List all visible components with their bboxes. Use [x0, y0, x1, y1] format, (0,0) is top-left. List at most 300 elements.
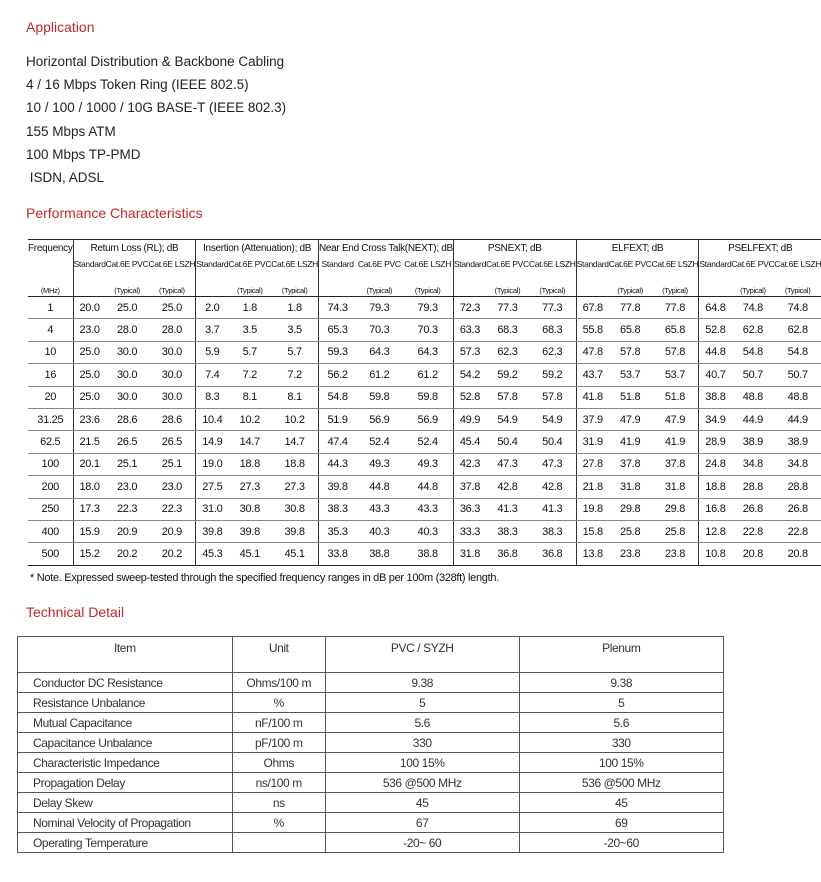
group-header: PSELFEXT; dB	[699, 240, 821, 258]
table-row	[18, 833, 724, 853]
value-cell: 34.8	[731, 453, 774, 475]
application-item: 4 / 16 Mbps Token Ring (IEEE 802.5)	[26, 77, 249, 93]
value-cell: 25.0	[73, 364, 106, 386]
value-cell: 29.8	[652, 498, 699, 520]
value-cell: 3.5	[271, 319, 318, 341]
table-row	[28, 453, 821, 475]
value-cell: 38.3	[486, 520, 529, 542]
value-cell: 72.3	[453, 297, 486, 319]
table-row	[28, 431, 821, 453]
value-cell: 15.2	[73, 543, 106, 565]
value-cell: 13.8	[576, 543, 609, 565]
value-cell: 31.8	[652, 476, 699, 498]
value-cell: 23.8	[609, 543, 652, 565]
value-cell: 18.0	[73, 476, 106, 498]
pvc-cell: 67	[325, 813, 519, 833]
value-cell: 39.8	[318, 476, 356, 498]
value-cell: 31.8	[609, 476, 652, 498]
value-cell: 40.3	[402, 520, 453, 542]
value-cell: 45.1	[228, 543, 271, 565]
value-cell: 65.8	[652, 319, 699, 341]
sub-header: Cat.6E PVC	[731, 258, 775, 269]
value-cell: 62.3	[529, 341, 576, 363]
value-cell: 53.7	[609, 364, 652, 386]
value-cell: 64.3	[402, 341, 453, 363]
typical-label: (Typical)	[731, 286, 774, 297]
application-item: Horizontal Distribution & Backbone Cabling	[26, 54, 285, 69]
item-cell: Resistance Unbalance	[18, 693, 233, 713]
value-cell: 18.8	[228, 453, 271, 475]
typical-label: (Typical)	[228, 286, 271, 297]
value-cell: 20.9	[148, 520, 195, 542]
value-cell: 30.0	[106, 341, 149, 363]
performance-table	[28, 239, 821, 566]
value-cell: 25.1	[106, 453, 149, 475]
value-cell: 30.0	[148, 364, 195, 386]
value-cell: 23.8	[652, 543, 699, 565]
pvc-cell: 5.6	[325, 713, 519, 733]
value-cell: 28.0	[106, 319, 149, 341]
value-cell: 21.8	[576, 476, 609, 498]
value-cell: 21.5	[73, 431, 106, 453]
value-cell: 5.7	[271, 341, 318, 363]
value-cell: 44.8	[699, 341, 732, 363]
unit-label: (MHz)	[28, 286, 73, 297]
plenum-cell: 45	[519, 793, 723, 813]
item-cell: Mutual Capacitance	[18, 713, 233, 733]
value-cell: 3.5	[228, 319, 271, 341]
value-cell: 17.3	[73, 498, 106, 520]
value-cell: 41.3	[529, 498, 576, 520]
value-cell: 35.3	[318, 520, 356, 542]
table-row	[28, 543, 821, 565]
sub-header: Cat.6E LSZH	[271, 258, 318, 269]
pvc-cell: -20~ 60	[325, 833, 519, 853]
application-item: 100 Mbps TP-PMD	[26, 146, 141, 162]
value-cell: 77.3	[529, 297, 576, 319]
value-cell: 15.9	[73, 520, 106, 542]
value-cell: 44.9	[731, 408, 774, 430]
value-cell: 43.7	[576, 364, 609, 386]
value-cell: 47.8	[576, 341, 609, 363]
value-cell: 59.8	[356, 386, 402, 408]
sub-header: Standard	[453, 258, 486, 286]
value-cell: 16.8	[699, 498, 732, 520]
value-cell: 38.3	[318, 498, 356, 520]
sub-header: Standard	[576, 258, 609, 286]
value-cell: 54.8	[731, 341, 774, 363]
value-cell: 70.3	[356, 319, 402, 341]
value-cell: 19.8	[576, 498, 609, 520]
value-cell: 1.8	[228, 297, 271, 319]
value-cell: 30.8	[228, 498, 271, 520]
value-cell: 18.8	[271, 453, 318, 475]
value-cell: 25.1	[148, 453, 195, 475]
value-cell: 30.0	[148, 341, 195, 363]
value-cell: 19.0	[196, 453, 229, 475]
table-row	[18, 793, 724, 813]
table-row	[28, 386, 821, 408]
value-cell: 53.7	[652, 364, 699, 386]
value-cell: 28.6	[106, 408, 149, 430]
pvc-cell: 100 15%	[325, 753, 519, 773]
value-cell: 8.1	[228, 386, 271, 408]
value-cell: 65.8	[609, 319, 652, 341]
value-cell: 36.3	[453, 498, 486, 520]
frequency-cell: 10	[28, 341, 73, 363]
value-cell: 5.7	[228, 341, 271, 363]
value-cell: 34.9	[699, 408, 732, 430]
table-row	[18, 693, 724, 713]
value-cell: 28.8	[774, 476, 821, 498]
value-cell: 38.8	[699, 386, 732, 408]
value-cell: 14.9	[196, 431, 229, 453]
value-cell: 63.3	[453, 319, 486, 341]
value-cell: 22.3	[148, 498, 195, 520]
value-cell: 49.9	[453, 408, 486, 430]
value-cell: 40.3	[356, 520, 402, 542]
value-cell: 59.8	[402, 386, 453, 408]
header-pvc: PVC / SYZH	[325, 637, 519, 673]
value-cell: 50.4	[486, 431, 529, 453]
value-cell: 41.3	[486, 498, 529, 520]
application-item: 155 Mbps ATM	[26, 123, 116, 139]
value-cell: 15.8	[576, 520, 609, 542]
value-cell: 38.8	[356, 543, 402, 565]
value-cell: 39.8	[196, 520, 229, 542]
frequency-cell: 200	[28, 476, 73, 498]
value-cell: 33.8	[318, 543, 356, 565]
typical-label: (Typical)	[486, 286, 529, 297]
sub-header: Cat.6E LSZH	[774, 258, 821, 269]
item-cell: Operating Temperature	[18, 833, 233, 853]
table-row	[18, 813, 724, 833]
frequency-cell: 4	[28, 319, 73, 341]
value-cell: 26.5	[148, 431, 195, 453]
value-cell: 23.0	[148, 476, 195, 498]
value-cell: 59.3	[318, 341, 356, 363]
value-cell: 52.4	[356, 431, 402, 453]
value-cell: 56.9	[402, 408, 453, 430]
value-cell: 61.2	[402, 364, 453, 386]
unit-cell: Ohms	[232, 753, 325, 773]
value-cell: 20.8	[774, 543, 821, 565]
header-plenum: Plenum	[519, 637, 723, 673]
value-cell: 51.9	[318, 408, 356, 430]
value-cell: 30.0	[106, 364, 149, 386]
table-row	[18, 753, 724, 773]
sub-header: Standard	[196, 258, 229, 286]
value-cell: 25.0	[148, 297, 195, 319]
value-cell: 20.2	[106, 543, 149, 565]
value-cell: 79.3	[356, 297, 402, 319]
value-cell: 23.0	[73, 319, 106, 341]
value-cell: 43.3	[356, 498, 402, 520]
value-cell: 68.3	[486, 319, 529, 341]
value-cell: 57.8	[652, 341, 699, 363]
value-cell: 30.0	[106, 386, 149, 408]
value-cell: 57.8	[529, 386, 576, 408]
value-cell: 3.7	[196, 319, 229, 341]
table-row	[28, 297, 821, 319]
unit-cell: ns	[232, 793, 325, 813]
value-cell: 62.3	[486, 341, 529, 363]
value-cell: 54.9	[529, 408, 576, 430]
value-cell: 28.0	[148, 319, 195, 341]
value-cell: 67.8	[576, 297, 609, 319]
plenum-cell: 536 @500 MHz	[519, 773, 723, 793]
typical-label: (Typical)	[609, 286, 652, 297]
unit-cell: %	[232, 813, 325, 833]
value-cell: 27.5	[196, 476, 229, 498]
plenum-cell: 330	[519, 733, 723, 753]
sub-header: Cat.6E PVC	[357, 258, 401, 269]
application-list	[26, 53, 286, 192]
value-cell: 36.8	[486, 543, 529, 565]
value-cell: 8.3	[196, 386, 229, 408]
value-cell: 57.3	[453, 341, 486, 363]
value-cell: 7.2	[271, 364, 318, 386]
value-cell: 54.9	[486, 408, 529, 430]
value-cell: 45.3	[196, 543, 229, 565]
typical-label: (Typical)	[529, 286, 576, 297]
sub-header: Standard	[318, 258, 356, 286]
value-cell: 55.8	[576, 319, 609, 341]
application-heading: Application	[26, 19, 95, 35]
table-row	[28, 520, 821, 542]
table-row	[18, 713, 724, 733]
value-cell: 28.9	[699, 431, 732, 453]
value-cell: 26.8	[731, 498, 774, 520]
value-cell: 52.4	[402, 431, 453, 453]
value-cell: 28.6	[148, 408, 195, 430]
value-cell: 27.3	[271, 476, 318, 498]
sub-header: Cat.6E PVC	[608, 258, 652, 269]
value-cell: 22.8	[774, 520, 821, 542]
plenum-cell: 5.6	[519, 713, 723, 733]
value-cell: 50.4	[529, 431, 576, 453]
value-cell: 38.3	[529, 520, 576, 542]
value-cell: 20.8	[731, 543, 774, 565]
value-cell: 56.2	[318, 364, 356, 386]
value-cell: 1.8	[271, 297, 318, 319]
table-row	[28, 341, 821, 363]
value-cell: 52.8	[699, 319, 732, 341]
frequency-header: Frequency	[28, 240, 73, 258]
sub-header: Cat.6E LSZH	[404, 258, 452, 269]
value-cell: 49.3	[356, 453, 402, 475]
value-cell: 30.0	[148, 386, 195, 408]
table-row	[18, 673, 724, 693]
application-item: ISDN, ADSL	[26, 169, 105, 185]
value-cell: 39.8	[271, 520, 318, 542]
value-cell: 64.8	[699, 297, 732, 319]
value-cell: 56.9	[356, 408, 402, 430]
frequency-cell: 1	[28, 297, 73, 319]
technical-table	[17, 636, 724, 853]
pvc-cell: 5	[325, 693, 519, 713]
value-cell: 65.3	[318, 319, 356, 341]
value-cell: 47.3	[529, 453, 576, 475]
value-cell: 37.8	[609, 453, 652, 475]
value-cell: 44.9	[774, 408, 821, 430]
sub-header: Cat.6E LSZH	[528, 258, 576, 269]
group-header: Return Loss (RL); dB	[73, 240, 196, 258]
application-item: 10 / 100 / 1000 / 10G BASE-T (IEEE 802.3)	[26, 100, 287, 116]
value-cell: 20.9	[106, 520, 149, 542]
unit-cell: %	[232, 693, 325, 713]
group-header: ELFEXT; dB	[576, 240, 699, 258]
value-cell: 5.9	[196, 341, 229, 363]
typical-label: (Typical)	[271, 286, 318, 297]
sub-header: Cat.6E PVC	[486, 258, 529, 269]
value-cell: 45.4	[453, 431, 486, 453]
value-cell: 22.3	[106, 498, 149, 520]
value-cell: 24.8	[699, 453, 732, 475]
typical-label: (Typical)	[402, 286, 453, 297]
value-cell: 14.7	[271, 431, 318, 453]
sub-header: Standard	[73, 258, 106, 286]
table-row	[28, 476, 821, 498]
table-row	[28, 319, 821, 341]
value-cell: 54.2	[453, 364, 486, 386]
value-cell: 20.1	[73, 453, 106, 475]
value-cell: 25.0	[106, 297, 149, 319]
performance-heading: Performance Characteristics	[26, 205, 203, 221]
value-cell: 25.8	[652, 520, 699, 542]
value-cell: 62.8	[774, 319, 821, 341]
value-cell: 43.3	[402, 498, 453, 520]
value-cell: 41.9	[609, 431, 652, 453]
value-cell: 77.8	[652, 297, 699, 319]
plenum-cell: 5	[519, 693, 723, 713]
value-cell: 48.8	[731, 386, 774, 408]
value-cell: 54.8	[774, 341, 821, 363]
value-cell: 61.2	[356, 364, 402, 386]
value-cell: 54.8	[318, 386, 356, 408]
unit-cell: Ohms/100 m	[232, 673, 325, 693]
value-cell: 10.4	[196, 408, 229, 430]
value-cell: 33.3	[453, 520, 486, 542]
unit-cell: pF/100 m	[232, 733, 325, 753]
value-cell: 70.3	[402, 319, 453, 341]
value-cell: 77.8	[609, 297, 652, 319]
frequency-cell: 31.25	[28, 408, 73, 430]
typical-label: (Typical)	[106, 286, 149, 297]
value-cell: 20.2	[148, 543, 195, 565]
value-cell: 26.8	[774, 498, 821, 520]
value-cell: 34.8	[774, 453, 821, 475]
pvc-cell: 9.38	[325, 673, 519, 693]
value-cell: 8.1	[271, 386, 318, 408]
frequency-cell: 500	[28, 543, 73, 565]
value-cell: 7.2	[228, 364, 271, 386]
value-cell: 38.9	[731, 431, 774, 453]
value-cell: 59.2	[529, 364, 576, 386]
value-cell: 10.8	[699, 543, 732, 565]
header-item: Item	[18, 637, 233, 673]
value-cell: 50.7	[774, 364, 821, 386]
typical-label: (Typical)	[148, 286, 195, 297]
value-cell: 25.8	[609, 520, 652, 542]
value-cell: 79.3	[402, 297, 453, 319]
item-cell: Capacitance Unbalance	[18, 733, 233, 753]
value-cell: 22.8	[731, 520, 774, 542]
value-cell: 23.0	[106, 476, 149, 498]
performance-note: * Note. Expressed sweep-tested through the specified frequency ranges in dB per 100m (328ft) length.	[30, 572, 499, 584]
frequency-cell: 62.5	[28, 431, 73, 453]
value-cell: 38.8	[402, 543, 453, 565]
value-cell: 14.7	[228, 431, 271, 453]
value-cell: 36.8	[529, 543, 576, 565]
value-cell: 41.9	[652, 431, 699, 453]
value-cell: 39.8	[228, 520, 271, 542]
frequency-cell: 100	[28, 453, 73, 475]
value-cell: 25.0	[73, 341, 106, 363]
sub-header: Cat.6E PVC	[105, 258, 149, 269]
value-cell: 30.8	[271, 498, 318, 520]
value-cell: 74.8	[774, 297, 821, 319]
value-cell: 74.8	[731, 297, 774, 319]
pvc-cell: 536 @500 MHz	[325, 773, 519, 793]
value-cell: 51.8	[652, 386, 699, 408]
technical-heading: Technical Detail	[26, 604, 125, 620]
item-cell: Nominal Velocity of Propagation	[18, 813, 233, 833]
value-cell: 52.8	[453, 386, 486, 408]
sub-header: Cat.6E LSZH	[651, 258, 699, 269]
value-cell: 38.9	[774, 431, 821, 453]
value-cell: 47.3	[486, 453, 529, 475]
plenum-cell: 9.38	[519, 673, 723, 693]
plenum-cell: 69	[519, 813, 723, 833]
value-cell: 37.8	[453, 476, 486, 498]
value-cell: 51.8	[609, 386, 652, 408]
value-cell: 42.3	[453, 453, 486, 475]
frequency-cell: 250	[28, 498, 73, 520]
unit-cell: nF/100 m	[232, 713, 325, 733]
value-cell: 45.1	[271, 543, 318, 565]
pvc-cell: 45	[325, 793, 519, 813]
value-cell: 77.3	[486, 297, 529, 319]
sub-header: Cat.6E PVC	[228, 258, 272, 269]
plenum-cell: -20~60	[519, 833, 723, 853]
value-cell: 44.8	[356, 476, 402, 498]
value-cell: 59.2	[486, 364, 529, 386]
sub-header: Cat.6E LSZH	[148, 258, 196, 269]
group-header: Insertion (Attenuation); dB	[196, 240, 319, 258]
value-cell: 20.0	[73, 297, 106, 319]
value-cell: 7.4	[196, 364, 229, 386]
value-cell: 68.3	[529, 319, 576, 341]
value-cell: 41.8	[576, 386, 609, 408]
unit-cell: ns/100 m	[232, 773, 325, 793]
value-cell: 57.8	[486, 386, 529, 408]
value-cell: 37.8	[652, 453, 699, 475]
unit-cell	[232, 833, 325, 853]
value-cell: 2.0	[196, 297, 229, 319]
value-cell: 44.3	[318, 453, 356, 475]
table-row	[18, 773, 724, 793]
value-cell: 27.3	[228, 476, 271, 498]
item-cell: Propagation Delay	[18, 773, 233, 793]
table-row	[28, 408, 821, 430]
value-cell: 28.8	[731, 476, 774, 498]
value-cell: 27.8	[576, 453, 609, 475]
value-cell: 23.6	[73, 408, 106, 430]
typical-label: (Typical)	[774, 286, 821, 297]
group-header: PSNEXT; dB	[453, 240, 576, 258]
value-cell: 25.0	[73, 386, 106, 408]
